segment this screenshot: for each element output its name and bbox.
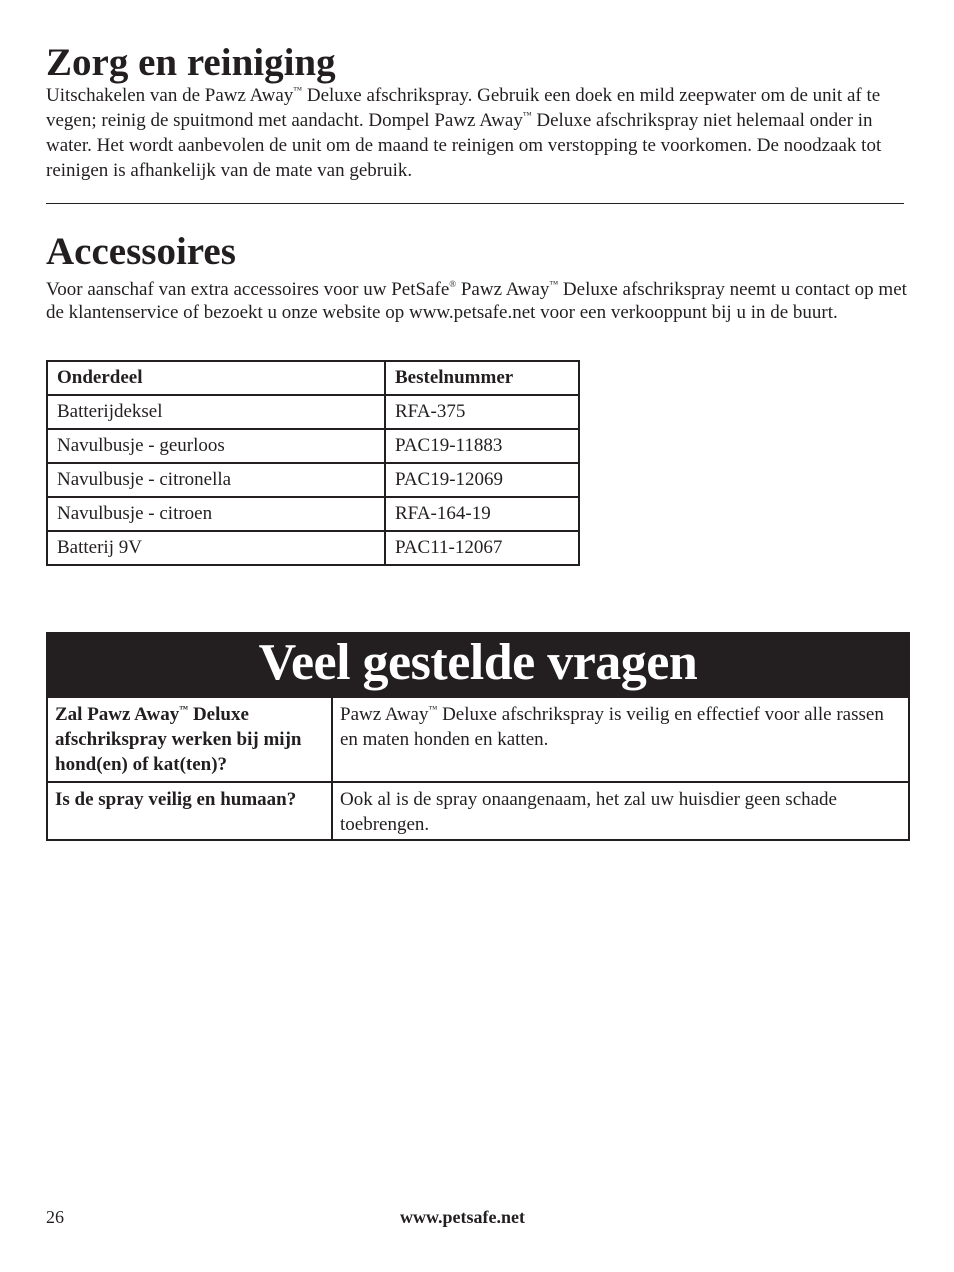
answer-text-1: Pawz Away xyxy=(340,704,429,725)
table-row xyxy=(47,395,579,429)
trademark-mark: ™ xyxy=(293,85,303,95)
order-number: PAC19-12069 xyxy=(385,463,579,497)
accessories-text-1: Voor aanschaf van extra accessoires voor uw PetSafe xyxy=(46,279,450,300)
faq-heading: Veel gestelde vragen xyxy=(46,632,910,696)
registered-mark: ® xyxy=(449,279,457,289)
part-name: Batterijdeksel xyxy=(47,395,385,429)
care-text-2: Deluxe afschrikspray. Gebruik een doek en mild zeepwater om de unit af te vegen; reinig de spuitmond met aandacht. Dompel Pawz Away xyxy=(46,85,881,131)
part-name: Navulbusje - citroen xyxy=(47,497,385,531)
footer-website: www.petsafe.net xyxy=(400,1207,525,1227)
faq-answer xyxy=(332,697,909,782)
order-number: PAC11-12067 xyxy=(385,531,579,565)
answer-text-2: Deluxe afschrikspray is veilig en effectief voor alle rassen en maten honden en katten. xyxy=(340,704,884,750)
table-row xyxy=(47,531,579,565)
table-row xyxy=(47,497,579,531)
accessories-paragraph xyxy=(46,278,910,324)
order-number: RFA-375 xyxy=(385,395,579,429)
section-divider xyxy=(46,203,904,204)
care-text-1: Uitschakelen van de Pawz Away xyxy=(46,85,294,106)
faq-question xyxy=(47,697,332,782)
trademark-mark: ™ xyxy=(549,279,559,289)
column-header-part: Onderdeel xyxy=(47,361,385,395)
trademark-mark: ™ xyxy=(179,704,189,714)
order-number: RFA-164-19 xyxy=(385,497,579,531)
question-text-1: Zal Pawz Away xyxy=(55,704,180,725)
accessories-text-2: Pawz Away xyxy=(456,279,550,300)
accessories-heading: Accessoires xyxy=(46,230,236,273)
faq-section xyxy=(46,632,910,841)
care-text-3: Deluxe afschrikspray niet helemaal onder in water. Het wordt aanbevolen de unit om de maand te reinigen om verstopping te voorkomen. De noodzaak tot reinigen is afhankelijk van de mate van gebruik. xyxy=(46,110,882,181)
faq-table xyxy=(46,696,910,841)
column-header-order-number: Bestelnummer xyxy=(385,361,579,395)
table-row xyxy=(47,429,579,463)
faq-question: Is de spray veilig en humaan? xyxy=(47,782,332,840)
care-heading: Zorg en reiniging xyxy=(46,41,336,84)
faq-row xyxy=(47,782,909,840)
accessories-text-3: Deluxe afschrikspray neemt u contact op met de klantenservice of bezoekt u onze website op www.petsafe.net voor een verkooppunt bij u in de buurt. xyxy=(46,279,907,323)
care-paragraph xyxy=(46,83,910,183)
parts-table-header xyxy=(47,361,579,395)
part-name: Navulbusje - geurloos xyxy=(47,429,385,463)
parts-table xyxy=(46,360,580,566)
faq-answer: Ook al is de spray onaangenaam, het zal uw huisdier geen schade toebrengen. xyxy=(332,782,909,840)
faq-row xyxy=(47,697,909,782)
part-name: Batterij 9V xyxy=(47,531,385,565)
table-row xyxy=(47,463,579,497)
question-text-2: Deluxe afschrikspray werken bij mijn hond(en) of kat(ten)? xyxy=(55,704,302,775)
trademark-mark: ™ xyxy=(522,110,532,120)
page-number: 26 xyxy=(46,1207,64,1227)
trademark-mark: ™ xyxy=(428,704,438,714)
order-number: PAC19-11883 xyxy=(385,429,579,463)
part-name: Navulbusje - citronella xyxy=(47,463,385,497)
